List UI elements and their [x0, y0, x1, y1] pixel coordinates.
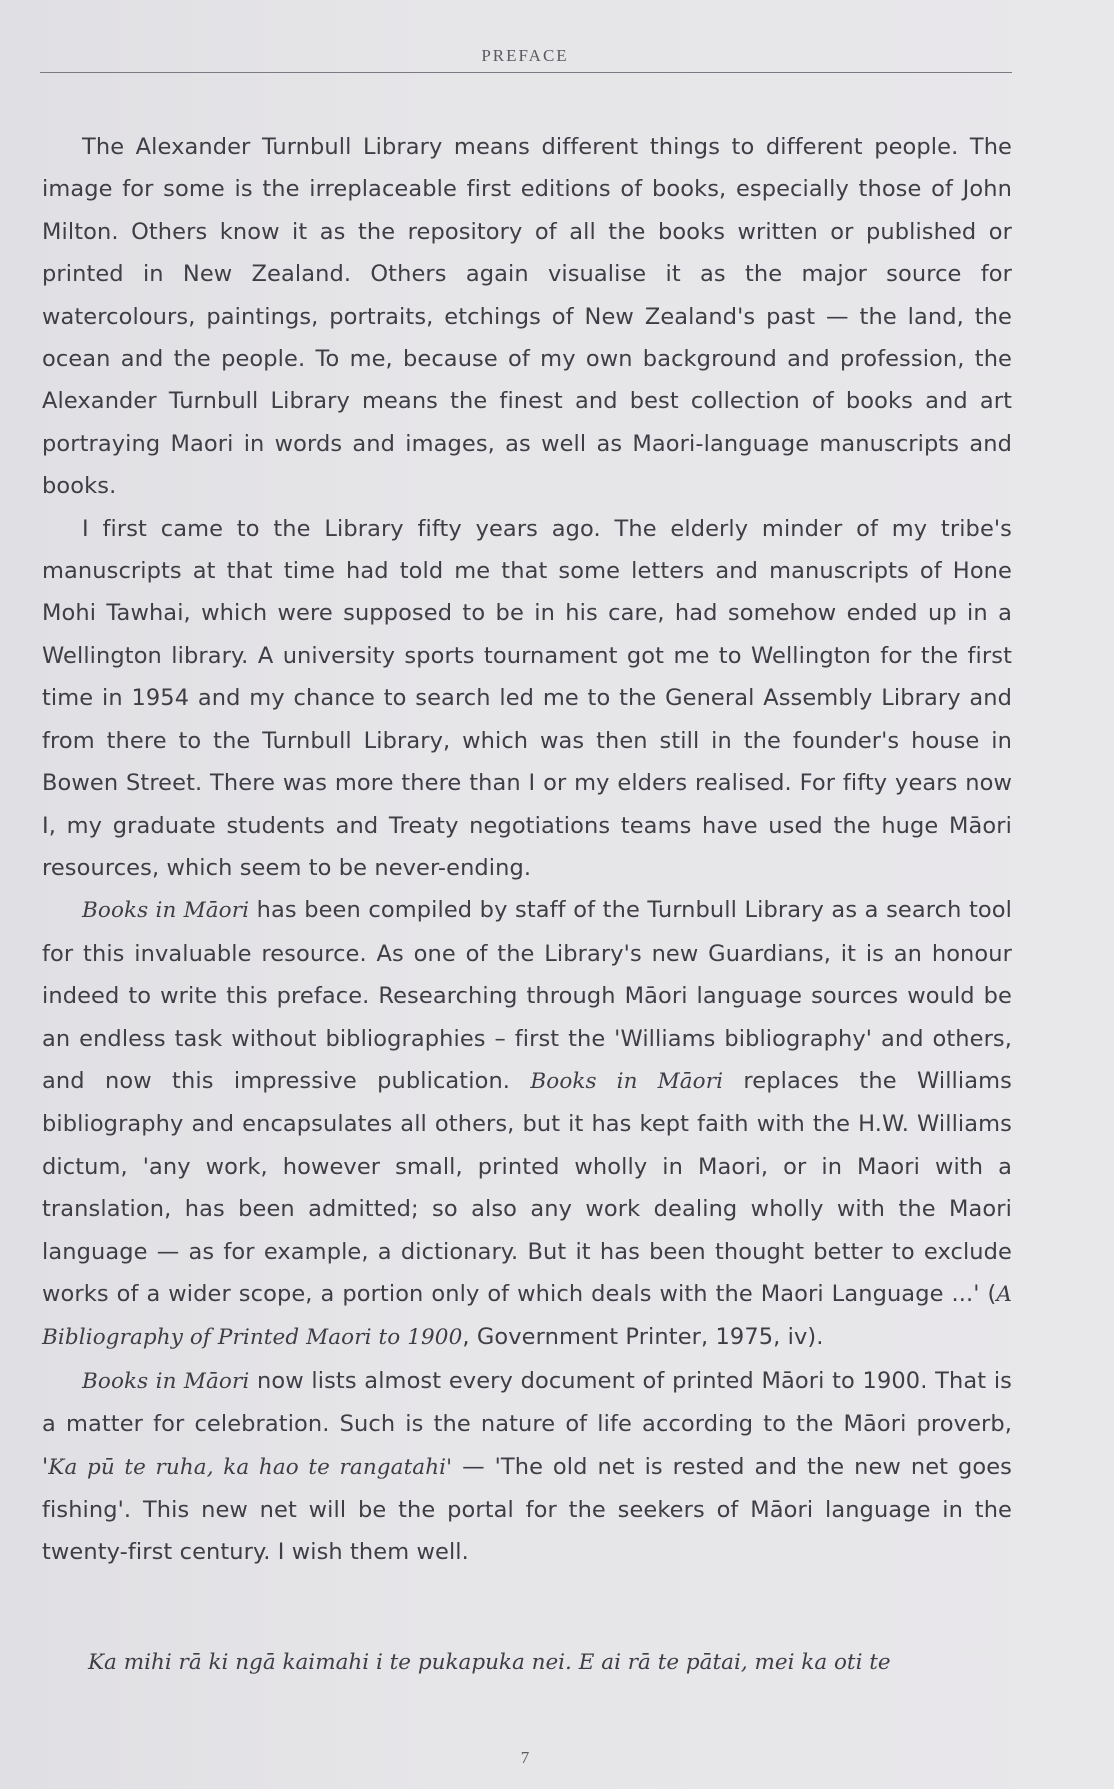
book-title-italic: Books in Māori — [82, 1368, 250, 1394]
paragraph-3-text-b: replaces the Williams bibliography and encapsulates all others, but it has kept faith with the H.W. Williams dictum, 'any work, however small, printed wholly in Maori, or in Maori with a translation, has been admitted; so also any work dealing wholly with the Maori language — as for example, a dictionary. But it has been thought better to exclude works of a wider scope, a portion only of which deals with the Maori Language ...' ( — [42, 1067, 1012, 1307]
proverb-italic: Ka pū te ruha, ka hao te rangatahi' — [48, 1454, 453, 1480]
paragraph-4 — [42, 1360, 1012, 1574]
paragraph-3 — [42, 889, 1012, 1359]
closing-line-maori: Ka mihi rā ki ngā kaimahi i te pukapuka nei. E ai rā te pātai, mei ka oti te — [88, 1650, 891, 1675]
book-title-italic: Books in Māori — [82, 898, 250, 924]
preface-body — [42, 126, 1012, 1574]
paragraph-4-text-a: now lists almost every document of printed Māori to 1900. That is a matter for celebration. Such is the nature of life according to the Māori proverb, ' — [42, 1367, 1012, 1480]
paragraph-3-text-a: has been compiled by staff of the Turnbull Library as a search tool for this invaluable resource. As one of the Library's new Guardians, it is an honour indeed to write this preface. Researching through Māori language sources would be an endless task without bibliographies – first the 'Williams bibliography' and others, and now this impressive publication. — [42, 897, 1013, 1094]
paragraph-1 — [42, 126, 1012, 508]
header-rule — [40, 72, 1012, 73]
paragraph-2-text: I first came to the Library fifty years ago. The elderly minder of my tribe's manuscripts at that time had told me that some letters and manuscripts of Hone Mohi Tawhai, which were supposed to be in his care, had somehow ended up in a Wellington library. A university sports tournament got me to Wellington for the first time in 1954 and my chance to search led me to the General Assembly Library and from there to the Turnbull Library, which was then still in the founder's house in Bowen Street. There was more there than I or my elders realised. For fifty years now I, my graduate students and Treaty negotiations teams have used the huge Māori resources, which seem to be never-ending. — [42, 515, 1012, 881]
running-head: PREFACE — [481, 46, 569, 65]
page-number: 7 — [520, 1748, 530, 1767]
paragraph-3-text-c: , Government Printer, 1975, iv). — [462, 1324, 824, 1351]
citation-title-italic: A Bibliography of Printed Maori to 1900 — [42, 1281, 1012, 1351]
book-title-italic: Books in Māori — [530, 1068, 724, 1094]
paragraph-4-text-b: — 'The old net is rested and the new net goes fishing'. This new net will be the portal for the seekers of Māori language in the twenty-first century. I wish them well. — [42, 1453, 1012, 1566]
paragraph-1-text: The Alexander Turnbull Library means different things to different people. The image for some is the irreplaceable first editions of books, especially those of John Milton. Others know it as the repository of all the books written or published or printed in New Zealand. Others again visualise it as the major source for watercolours, paintings, portraits, etchings of New Zealand's past — the land, the ocean and the people. To me, because of my own background and profession, the Alexander Turnbull Library means the finest and best collection of books and art portraying Maori in words and images, as well as Maori-language manuscripts and books. — [42, 134, 1012, 500]
paragraph-2 — [42, 508, 1012, 890]
